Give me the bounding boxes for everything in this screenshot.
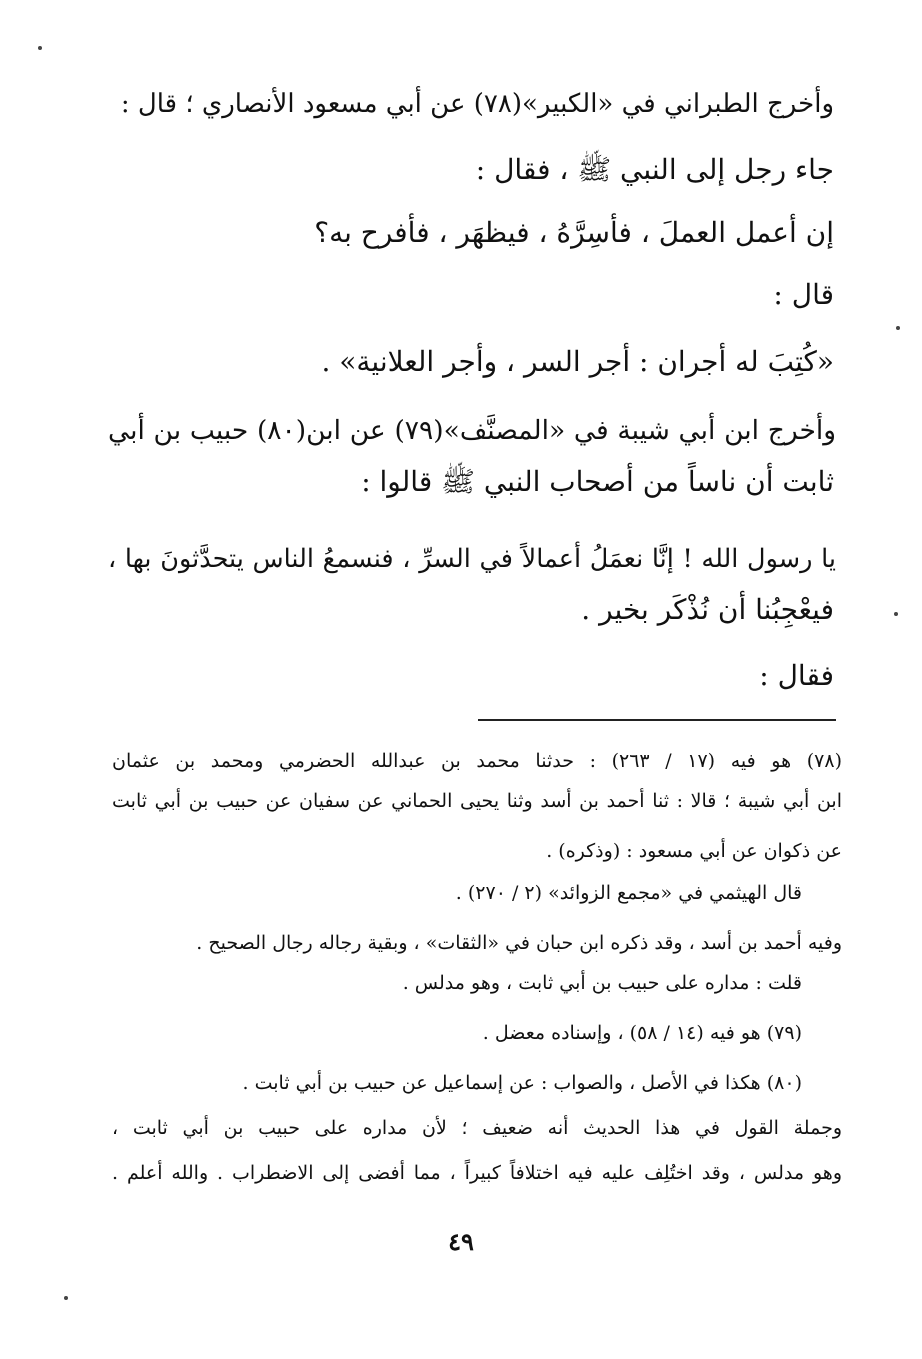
footnote-line: ابن أبي شيبة ؛ قالا : ثنا أحمد بن أسد وثنا يحيى الحماني عن سفيان عن حبيب بن أبي ثابت xyxy=(112,790,842,812)
page-number: ٤٩ xyxy=(448,1227,474,1256)
footnote-line: وجملة القول في هذا الحديث أنه ضعيف ؛ لأن مداره على حبيب بن أبي ثابت ، xyxy=(112,1117,842,1139)
main-text-line: ثابت أن ناساً من أصحاب النبي ﷺ قالوا : xyxy=(361,465,834,498)
scan-speck xyxy=(64,1296,68,1300)
footnote-line: (٨٠) هكذا في الأصل ، والصواب : عن إسماعيل عن حبيب بن أبي ثابت . xyxy=(242,1072,802,1094)
main-text-line: فيعْجِبُنا أن نُذْكَر بخير . xyxy=(581,593,834,626)
footnote-line: وهو مدلس ، وقد اختُلِف عليه فيه اختلافاً كبيراً ، مما أفضى إلى الاضطراب . والله أعلم . xyxy=(112,1162,842,1184)
scan-speck xyxy=(38,46,42,50)
main-text-line: وأخرج ابن أبي شيبة في «المصنَّف»(٧٩) عن ابن(٨٠) حبيب بن أبي xyxy=(108,415,836,446)
footnote-line: قلت : مداره على حبيب بن أبي ثابت ، وهو مدلس . xyxy=(402,972,802,994)
footnote-line: وفيه أحمد بن أسد ، وقد ذكره ابن حبان في «الثقات» ، وبقية رجاله رجال الصحيح . xyxy=(196,932,842,954)
footnote-line: قال الهيثمي في «مجمع الزوائد» (٢ / ٢٧٠) . xyxy=(455,882,802,904)
main-text-line: إن أعمل العملَ ، فأسِرَّهُ ، فيظهَر ، فأفرح به؟ xyxy=(314,216,834,249)
main-text-line: جاء رجل إلى النبي ﷺ ، فقال : xyxy=(475,153,834,186)
scan-speck xyxy=(894,612,898,616)
main-text-line: «كُتِبَ له أجران : أجر السر ، وأجر العلانية» . xyxy=(321,345,834,378)
footnote-line: (٧٨) هو فيه (١٧ / ٢٦٣) : حدثنا محمد بن عبدالله الحضرمي ومحمد بن عثمان xyxy=(112,750,843,772)
main-text-line: قال : xyxy=(773,278,834,311)
footnote-line: عن ذكوان عن أبي مسعود : (وذكره) . xyxy=(546,840,842,862)
main-text-line: فقال : xyxy=(759,659,834,692)
main-text-line: يا رسول الله ! إنَّا نعمَلُ أعمالاً في السرِّ ، فنسمعُ الناس يتحدَّثونَ بها ، xyxy=(108,544,836,574)
footnote-line: (٧٩) هو فيه (١٤ / ٥٨) ، وإسناده معضل . xyxy=(482,1022,802,1044)
main-text-line: وأخرج الطبراني في «الكبير»(٧٨) عن أبي مسعود الأنصاري ؛ قال : xyxy=(120,89,834,119)
scan-speck xyxy=(896,326,900,330)
footnote-separator xyxy=(478,719,836,721)
